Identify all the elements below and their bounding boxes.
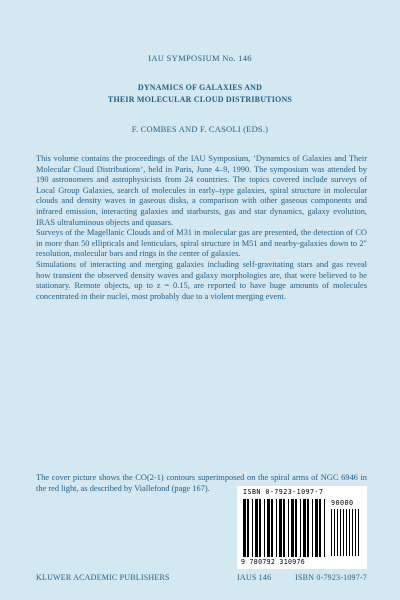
- title-line-1: DYNAMICS OF GALAXIES AND: [137, 83, 263, 92]
- addon-bar: [346, 509, 347, 556]
- barcode-bar: [267, 499, 270, 557]
- footer: [36, 573, 367, 585]
- addon-bar: [355, 509, 356, 556]
- barcode-isbn-label: ISBN 0-7923-1097-7: [243, 488, 324, 496]
- barcode-bar: [288, 499, 289, 557]
- book-title: [0, 82, 400, 106]
- barcode-bar: [291, 499, 294, 557]
- barcode-bar: [243, 499, 246, 557]
- series-code: IAUS 146: [237, 573, 272, 582]
- description-paragraph-1: This volume contains the proceedings of the IAU Symposium, ‘Dynamics of Galaxies and Their Molecular Cloud Distributions’, held in Paris, June 4–9, 1990. The symposium was attended by 190 astronomers and astrophysicists from 24 countries. The topics covered include surveys of Local Group Galaxies, search of molecules in early–type galaxies, spiral structure in molecular clouds and density waves in gaseous disks, a comparison with other gaseous components and infrared emission, interacting galaxies and starbursts, gas and star dynamics, galaxy evolution, IRAS ultraluminous objects and quasars.: [36, 154, 367, 227]
- barcode-bar: [279, 499, 282, 557]
- cover-note: The cover picture shows the CO(2-1) contours superimposed on the spiral arms of NGC 6946 in the red light, as described by Viallefond (page 167).: [36, 473, 367, 493]
- addon-bar: [340, 509, 341, 556]
- publisher: KLUWER ACADEMIC PUBLISHERS: [36, 573, 170, 582]
- barcode-bar: [324, 499, 325, 557]
- barcode-addon-digits: 90000: [331, 499, 354, 507]
- editors: F. COMBES AND F. CASOLI (EDS.): [131, 124, 269, 134]
- description: [36, 154, 367, 302]
- addon-barcode-bars: [331, 509, 361, 556]
- barcode-ean-digits: 9 780792 310976: [241, 558, 306, 566]
- addon-bar: [343, 509, 344, 556]
- barcode-bar: [307, 499, 309, 557]
- addon-bar: [337, 509, 338, 556]
- barcode-bar: [252, 499, 253, 557]
- description-paragraph-3: Simulations of interacting and merging galaxies including self-gravitating stars and gas reveal how transient the observed density waves and galaxy morphologies are, that were believed to be stationary. Remote objects, up to z = 0.15, are reported to have huge amounts of molecules concentrated in their nuclei, most probably due to a violent merging event.: [36, 259, 367, 301]
- barcode-bar: [319, 499, 321, 557]
- ean-barcode-bars: [243, 499, 327, 557]
- barcode-bar: [276, 499, 277, 557]
- barcode-bar: [259, 499, 261, 557]
- barcode-bar: [303, 499, 306, 557]
- barcode-bar: [283, 499, 285, 557]
- barcode-bar: [300, 499, 301, 557]
- barcode-bar: [295, 499, 297, 557]
- barcode-bar: [271, 499, 273, 557]
- barcode-bar: [247, 499, 249, 557]
- footer-isbn: ISBN 0-7923-1097-7: [295, 573, 367, 582]
- description-paragraph-2: Surveys of the Magellanic Clouds and of M31 in molecular gas are presented, the detection of CO in more than 50 ellipticals and lenticulars, spiral structure in M51 and nearby-galaxies down to 2″ resolution, molecular bars and rings in the center of galaxies.: [36, 228, 367, 259]
- barcode-bar: [264, 499, 265, 557]
- addon-bar: [331, 509, 332, 556]
- addon-bar: [349, 509, 350, 556]
- addon-bar: [358, 509, 359, 556]
- barcode-bar: [315, 499, 318, 557]
- symposium-label: IAU SYMPOSIUM No. 146: [148, 53, 252, 63]
- title-line-2: THEIR MOLECULAR CLOUD DISTRIBUTIONS: [107, 95, 293, 104]
- addon-bar: [334, 509, 335, 556]
- addon-bar: [352, 509, 353, 556]
- barcode: [237, 486, 367, 569]
- barcode-bar: [312, 499, 313, 557]
- barcode-bar: [255, 499, 258, 557]
